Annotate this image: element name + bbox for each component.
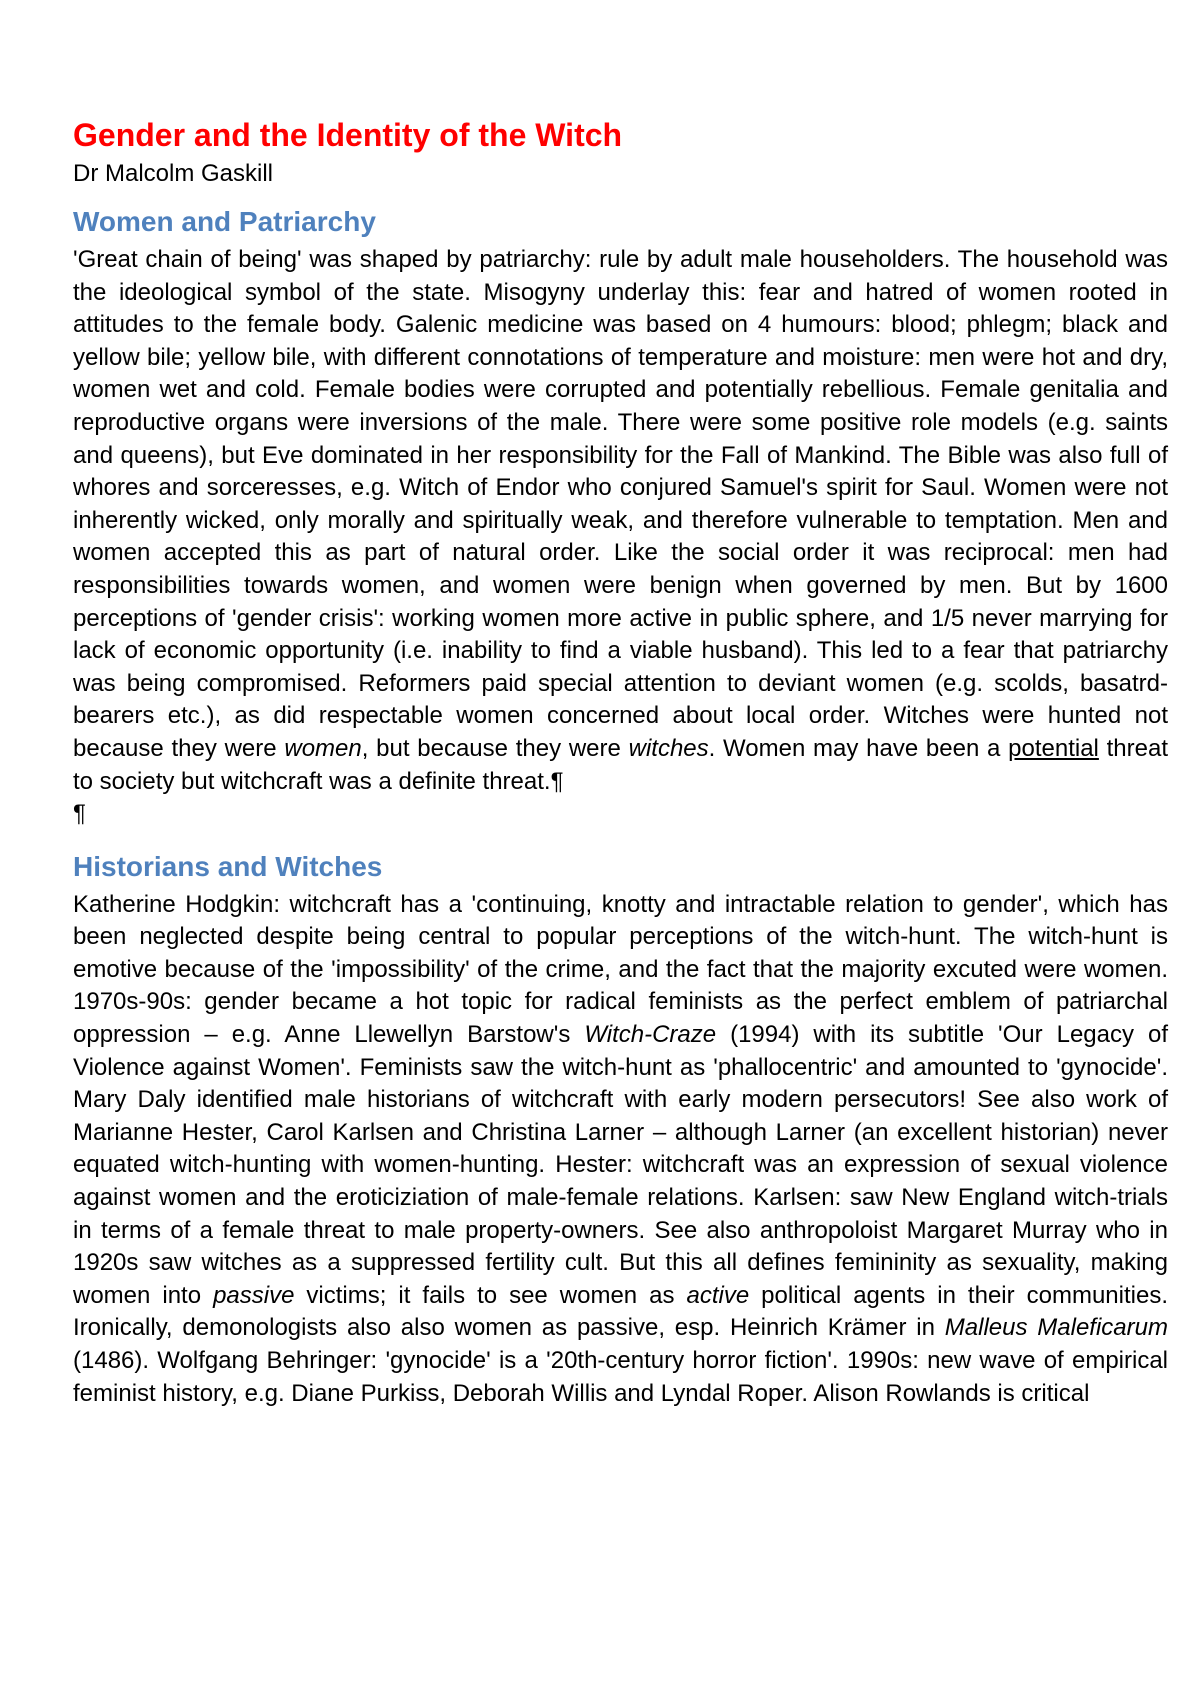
section-heading-women-patriarchy: Women and Patriarchy	[73, 206, 376, 237]
italic-run: active	[686, 1281, 750, 1309]
section-heading-historians-witches: Historians and Witches	[73, 850, 383, 882]
text-run: threat to society but witchcraft was a definite threat.¶	[73, 734, 1169, 795]
italic-run: Malleus Maleficarum	[944, 1314, 1168, 1342]
pilcrow-mark: ¶	[73, 800, 86, 828]
italic-run: women	[284, 734, 362, 762]
author-line: Dr Malcolm Gaskill	[73, 160, 274, 187]
underlined-run: potential	[1008, 734, 1099, 762]
text-run: (1486). Wolfgang Behringer: 'gynocide' is a '20th-century horror fiction'. 1990s: new wave of empirical feminist history, e.g. Diane Purkiss, Deborah Willis and Lyndal Roper. Alison Rowlands is critical	[73, 1347, 1168, 1407]
section-paragraph-historians-witches	[73, 889, 1168, 1411]
text-run: political agents in their communities. Ironically, demonologists also also women as passive, esp. Heinrich Krämer in	[73, 1281, 1168, 1342]
italic-run: passive	[213, 1281, 295, 1309]
text-run: 'Great chain of being' was shaped by patriarchy: rule by adult male householders. The household was the ideological symbol of the state. Misogyny underlay this: fear and hatred of women rooted in attitudes to the female body. Galenic medicine was based on 4 humours: blood; phlegm; black and yellow bile; yellow bile, with different connotations of temperature and moisture: men were hot and dry, women wet and cold. Female bodies were corrupted and potentially rebellious. Female genitalia and reproductive organs were inversions of the male. There were some positive role models (e.g. saints and queens), but Eve dominated in her responsibility for the Fall of Mankind. The Bible was also full of whores and sorceresses, e.g. Witch of Endor who conjured Samuel's spirit for Saul. Women were not inherently wicked, only morally and spiritually weak, and therefore vulnerable to temptation. Men and women accepted this as part of natural order. Like the social order it was reciprocal: men had responsibilities towards women, and women were benign when governed by men. But by 1600 perceptions of 'gender crisis': working women more active in public sphere, and 1/5 never marrying for lack of economic opportunity (i.e. inability to find a viable husband). This led to a fear that patriarchy was being compromised. Reformers paid special attention to deviant women (e.g. scolds, basatrd-bearers etc.), as did respectable women concerned about local order. Witches were hunted not because they were	[73, 246, 1168, 762]
text-run: (1994) with its subtitle 'Our Legacy of Violence against Women'. Feminists saw the witch-hunt as 'phallocentric' and amounted to 'gynocide'. Mary Daly identified male historians of witchcraft with early modern persecutors! See also work of Marianne Hester, Carol Karlsen and Christina Larner – although Larner (an excellent historian) never equated witch-hunting with women-hunting. Hester: witchcraft was an expression of sexual violence against women and the eroticiziation of male-female relations. Karlsen: saw New England witch-trials in terms of a female threat to male property-owners. See also anthropoloist Margaret Murray who in 1920s saw witches as a suppressed fertility cult. But this all defines femininity as sexuality, making women into	[73, 1021, 1168, 1309]
text-run: Katherine Hodgkin: witchcraft has a 'continuing, knotty and intractable relation to gender', which has been neglected despite being central to popular perceptions of the witch-hunt. The witch-hunt is emotive because of the 'impossibility' of the crime, and the fact that the majority excuted were women. 1970s-90s: gender became a hot topic for radical feminists as the perfect emblem of patriarchal oppression – e.g. Anne Llewellyn Barstow's	[73, 890, 1168, 1049]
italic-run: witches	[628, 734, 709, 762]
document-title: Gender and the Identity of the Witch	[73, 117, 623, 153]
document-page	[73, 110, 1168, 1410]
italic-run: Witch-Craze	[584, 1021, 717, 1049]
text-run: victims; it fails to see women as	[294, 1281, 687, 1309]
text-run: , but because they were	[361, 734, 629, 762]
section-paragraph-women-patriarchy	[73, 244, 1168, 798]
text-run: . Women may have been a	[708, 734, 1009, 762]
